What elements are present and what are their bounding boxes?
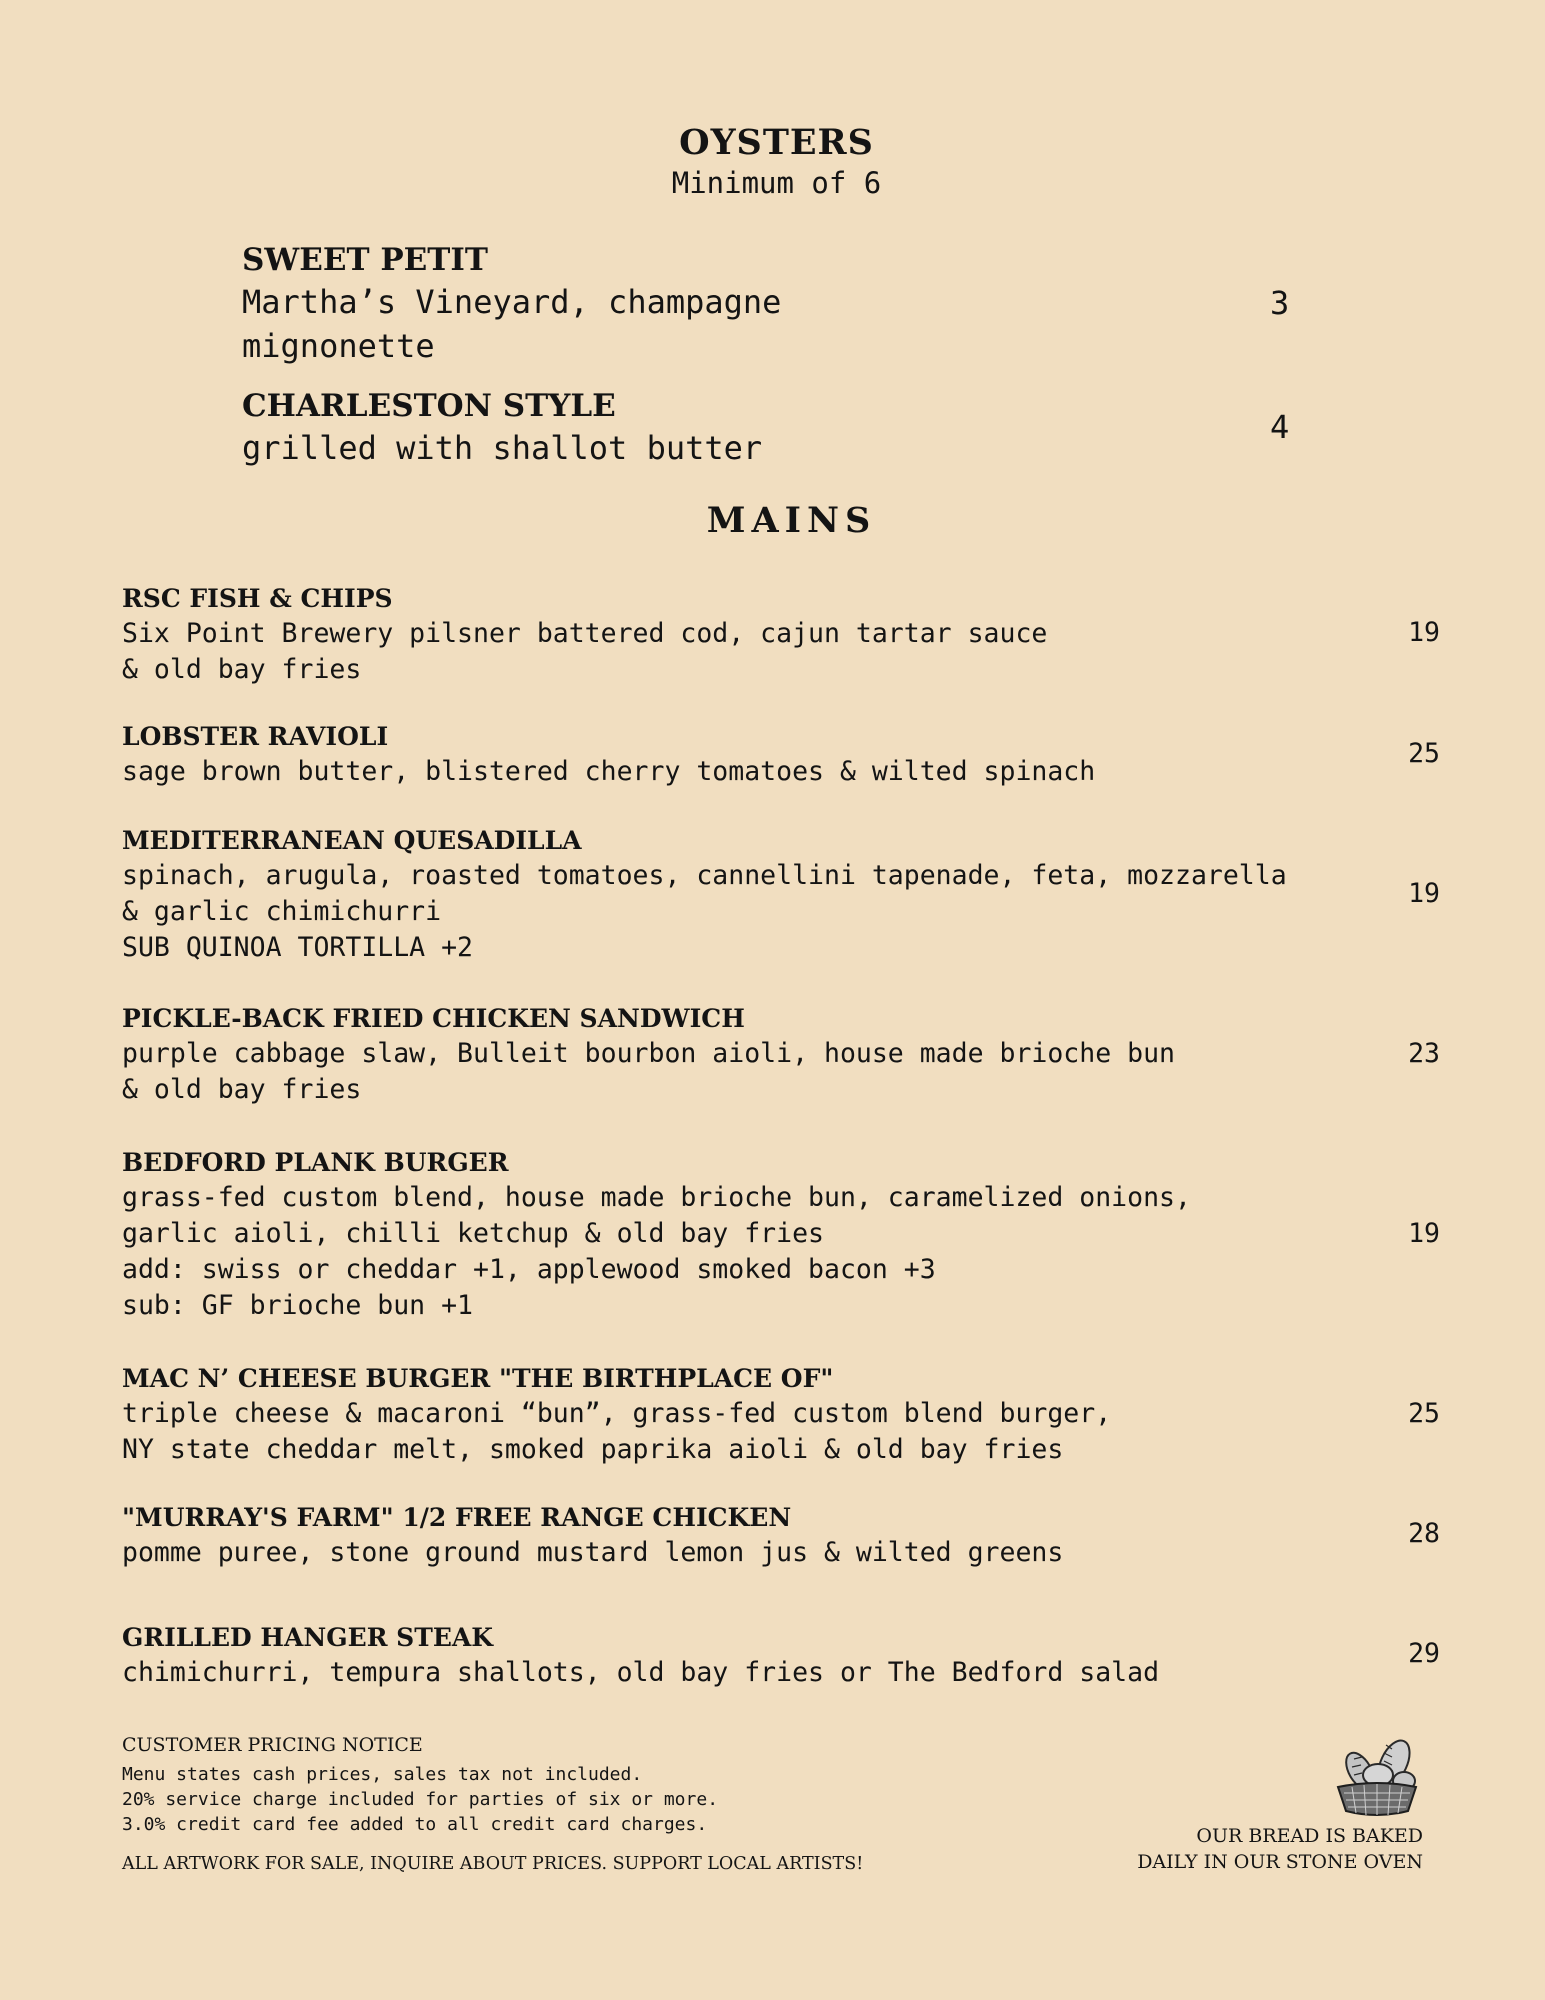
main-item-bedford-plank-burger — [122, 1146, 1422, 1324]
main-item-name: PICKLE-BACK FRIED CHICKEN SANDWICH — [122, 1004, 745, 1033]
main-item-price: 23 — [1408, 1038, 1440, 1069]
main-item-name: BEDFORD PLANK BURGER — [122, 1148, 509, 1177]
main-item-description: purple cabbage slaw, Bulleit bourbon aioli, house made brioche bun & old bay fries — [122, 1038, 1175, 1105]
main-item-name: GRILLED HANGER STEAK — [122, 1623, 494, 1652]
oyster-description: Martha’s Vineyard, champagne mignonette — [242, 283, 782, 365]
mains-heading: MAINS — [706, 500, 877, 541]
main-item-fried-chicken-sandwich — [122, 1002, 1422, 1108]
main-item-mediterranean-quesadilla — [122, 824, 1422, 966]
bread-basket-icon — [1334, 1735, 1420, 1817]
pricing-notice-line: 3.0% credit card fee added to all credit card charges. — [122, 1814, 708, 1835]
main-item-description: triple cheese & macaroni “bun”, grass-fed custom blend burger, NY state cheddar melt, smoked paprika aioli & old bay fries — [122, 1398, 1112, 1465]
main-item-name: MEDITERRANEAN QUESADILLA — [122, 826, 582, 855]
main-item-price: 19 — [1408, 617, 1440, 648]
artwork-note: ALL ARTWORK FOR SALE, INQUIRE ABOUT PRICES. SUPPORT LOCAL ARTISTS! — [122, 1854, 864, 1874]
oysters-heading: OYSTERS — [679, 122, 874, 163]
oyster-item-charleston-style — [242, 386, 1322, 470]
oyster-name: SWEET PETIT — [242, 242, 488, 278]
oyster-item-sweet-petit — [242, 240, 1322, 368]
oyster-price: 3 — [1270, 284, 1290, 322]
pricing-notice-line: Menu states cash prices, sales tax not included. — [122, 1764, 643, 1785]
main-item-description: grass-fed custom blend, house made brioche bun, caramelized onions, garlic aioli, chilli ketchup & old bay fries add: swiss or cheddar +1, applewood smoked bacon +3 sub: GF brioche bun +1 — [122, 1182, 1191, 1321]
main-item-lobster-ravioli — [122, 720, 1422, 790]
pricing-notice-line: 20% service charge included for parties of six or more. — [122, 1789, 719, 1810]
main-item-description: pomme puree, stone ground mustard lemon jus & wilted greens — [122, 1537, 1064, 1568]
oyster-price: 4 — [1270, 408, 1290, 446]
main-item-price: 29 — [1408, 1638, 1440, 1669]
main-item-mac-n-cheese-burger — [122, 1362, 1422, 1468]
main-item-free-range-chicken — [122, 1501, 1422, 1571]
main-item-name: RSC FISH & CHIPS — [122, 584, 393, 613]
main-item-price: 19 — [1408, 878, 1440, 909]
main-item-name: LOBSTER RAVIOLI — [122, 722, 389, 751]
oysters-subtitle: Minimum of 6 — [671, 166, 882, 200]
main-item-description: spinach, arugula, roasted tomatoes, cannellini tapenade, feta, mozzarella & garlic chimichurri SUB QUINOA TORTILLA +2 — [122, 860, 1287, 963]
oyster-description: grilled with shallot butter — [242, 429, 763, 467]
bread-note-line: DAILY IN OUR STONE OVEN — [1137, 1851, 1423, 1873]
oyster-name: CHARLESTON STYLE — [242, 388, 616, 424]
main-item-price: 25 — [1408, 738, 1440, 769]
main-item-description: Six Point Brewery pilsner battered cod, cajun tartar sauce & old bay fries — [122, 618, 1048, 685]
main-item-price: 28 — [1408, 1518, 1440, 1549]
main-item-description: chimichurri, tempura shallots, old bay fries or The Bedford salad — [122, 1657, 1160, 1688]
main-item-name: "MURRAY'S FARM" 1/2 FREE RANGE CHICKEN — [122, 1503, 792, 1532]
main-item-fish-chips — [122, 582, 1422, 688]
pricing-notice-title: CUSTOMER PRICING NOTICE — [122, 1734, 423, 1756]
main-item-price: 25 — [1408, 1398, 1440, 1429]
main-item-price: 19 — [1408, 1218, 1440, 1249]
main-item-description: sage brown butter, blistered cherry tomatoes & wilted spinach — [122, 756, 1096, 787]
main-item-name: MAC N’ CHEESE BURGER "THE BIRTHPLACE OF" — [122, 1364, 834, 1393]
main-item-grilled-hanger-steak — [122, 1621, 1422, 1691]
bread-note-line: OUR BREAD IS BAKED — [1196, 1825, 1423, 1847]
